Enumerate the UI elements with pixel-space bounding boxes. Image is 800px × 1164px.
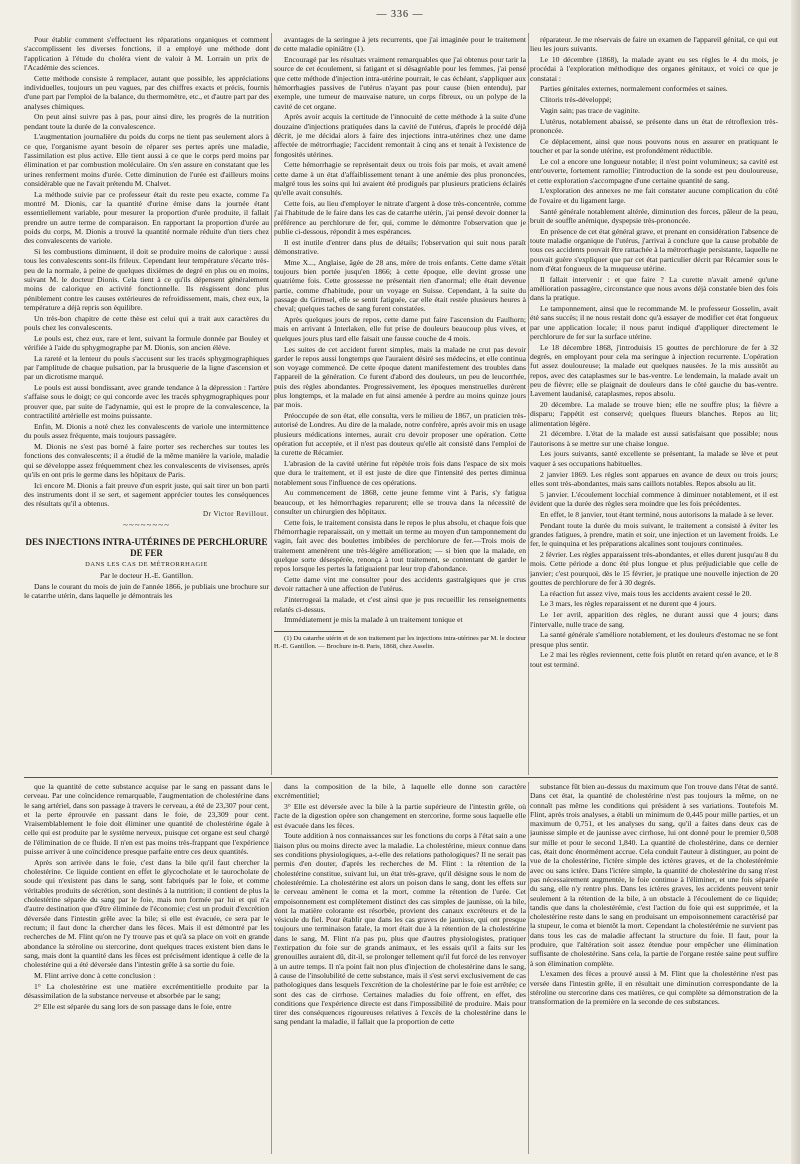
paragraph: Le 18 décembre 1868, j'introduisis 15 gouttes de perchlorure de fer à 32 degrés, en employant pour cela ma seringue à injection recurrente. L'opération fut assez douloureuse; la malade eut quelques nausées. Je la mis aussitôt au repos, avec des cataplasmes sur le bas-ventre. Le lendemain, la malade avait un peu de fièvre; elle se plaignait de douleurs dans le côté gauche du bas-ventre. Lavement laudanisé, cataplasmes, repos absolu. xyxy=(530,342,778,399)
footnote-rule xyxy=(274,631,344,632)
column-rule xyxy=(271,33,272,775)
paragraph: 1° La cholestérine est une matière excrémentitielle produite par la désassimilation de la substance nerveuse et absorbée par le sang; xyxy=(24,981,269,1001)
paragraph: Pour établir comment s'effectuent les réparations organiques et comment s'accomplissent les diverses fonctions, il a employé une méthode dont l'application à l'étude du choléra vient de valoir à M. Lorrain un prix de l'Académie des sciences. xyxy=(24,35,269,72)
paragraph: Immédiatement je mis la malade à un traitement tonique et xyxy=(284,615,463,625)
paragraph: Cette fois, au lieu d'employer le nitrate d'argent à dose très-concentrée, comme j'ai l'habitude de le faire dans les cas de catarrhe utérin, j'ai pensé devoir donner la préférence au perchlorure de fer, qui, comme le démontre l'observation que je publie ci-dessous, répondit à mes espérances. xyxy=(274,199,526,236)
paragraph: que la quantité de cette substance acquise par le sang en passant dans le cerveau. Par une coïncidence remarquable, l'augmentation de cholestérine dans le sang artériel, dans son passage à travers le cerveau, a été de 23,307 pour cent, et la perte éprouvée en passant dans le foie, de 23,309 pour cent. Vraisemblablement le foie doit éliminer une quantité de cholestérine égale à celle qui est produite par le système nerveux, puisque cet organe est seul chargé de l'élimination de ce fluide. Il n'en est pas moins très-frappant que l'expérience puisse arriver à une coïncidence presque parfaite entre ces deux quantités. xyxy=(24,782,269,857)
paragraph: Le pouls est, chez eux, rare et lent, suivant la formule donnée par Bouley et vérifiée à l'aide du sphygmographe par M. Dionis, son ancien élève. xyxy=(24,333,269,352)
paragraph: L'exploration des annexes ne me fait constater aucune complication du côté de l'ovaire et du ligament large. xyxy=(530,186,778,205)
paragraph: Parties génitales externes, normalement conformées et saines. xyxy=(540,84,728,94)
paragraph: Il est inutile d'entrer dans plus de détails; l'observation qui suit nous paraît démonstrative. xyxy=(274,237,526,257)
paragraph: Mme X..., Anglaise, âgée de 28 ans, mère de trois enfants. Cette dame s'était toujours bien portée jusqu'en 1866; à cette époque, elle devint grosse une quatrième fois. Cette grossesse ne présentait rien d'anormal; elle était devenue partie, comme d'habitude, pour un voyage en Suisse. Cependant, à la suite du passage du Grimsel, elle se sentit fatiguée, car elle était restée plusieurs heures à cheval; quelques taches de sang furent constatées. xyxy=(274,257,526,314)
paragraph: Après avoir acquis la certitude de l'innocuité de cette méthode à la suite d'une douzaine d'injections pratiquées dans la cavité de l'utérus, d'après le procédé déjà décrit, je me décidai alors à faire des injections intra-utérines chez une dame affectée de métrorrhagie; l'accident remontait à cinq ans et tenait à l'existence de fongosités utérines. xyxy=(274,112,526,159)
paragraph: Ce déplacement, ainsi que nous pouvons nous en assurer en pratiquant le toucher et par la sonde utérine, est profondément réductible. xyxy=(530,136,778,156)
paragraph: substance fût bien au-dessus du maximum que l'on trouve dans l'état de santé. Dans cet état, la quantité de cholestérine n'est pas toujours la même, on ne connaît pas même les conditions qui président à ses variations. Toutefois M. Flint, après trois analyses, a établi un minimum de 0,445 pour mille parties, et un maximum de 0,751, et les analyses du sang, qu'il a faites dans deux cas de jaunisse simple et de jaunisse avec cirrhose, lui ont donné pour le premier 0,508 sur mille et pour le second 1,840. La quantité de cholestérine, dans ce dernier cas, était donc énormément accrue. Cela conduit l'auteur à distinguer, au point de vue de la cholestérine, l'ictère simple des ictères graves, et de la cholestérémie avec ou sans ictère. Dans l'ictère simple, la quantité de cholestérine du sang n'est pas nécessairement augmentée, le foie continue à l'éliminer, et une fois séparée du sang, elle n'y rentre plus. Dans les ictères graves, les accidents peuvent tenir seulement à la rétention de la bile, à un obstacle à l'écoulement de ce liquide; tandis que dans la cholestérémie, c'est l'action du foie qui est supprimée, et la cholestérine reste dans le sang en produisant un empoisonnement caractérisé par la stupeur, le coma et bientôt la mort. Cependant la cholestérémie ne survient pas dans tous les cas de maladie affectant la structure du foie. Il faut, pour la produire, que l'altération soit assez étendue pour empêcher une élimination suffisante de cholestérine. Sans cela, la partie de l'organe restée saine peut suffire à son élimination complète. xyxy=(530,782,778,968)
paragraph: Un très-bon chapitre de cette thèse est celui qui a trait aux caractères du pouls chez les convalescents. xyxy=(24,313,269,332)
paragraph: On peut ainsi suivre pas à pas, pour ainsi dire, les progrès de la nutrition pendant toute la durée de la convalescence. xyxy=(24,112,269,131)
paragraph: Santé générale notablement altérée, diminution des forces, pâleur de la peau, bruit de souffle anémique, dyspepsie très-prononcée. xyxy=(530,206,778,225)
paragraph: Le tamponnement, ainsi que le recommande M. le professeur Gosselin, avait été sans succès; il ne nous restait donc qu'à essayer de modifier cet état fongueux par une application locale; il nous parut indiqué d'appliquer directement le perchlorure de fer sur la surface utérine. xyxy=(530,304,778,341)
paragraph: Si les combustions diminuent, il doit se produire moins de calorique : aussi tous les convalescents sont-ils frileux. Cependant leur température s'écarte très-peu de la normale, à peine de quelques dixièmes de degré en plus ou en moins, suivant M. le docteur Dionis. Cela tient à ce qu'ils dépensent généralement moins de calorique en activité fonctionnelle. Ils résgissent donc plus péniblement contre les causes extérieures de refroidissement, mais, chez eux, la température a déjà repris son équilibre. xyxy=(24,247,269,312)
paragraph: 5 janvier. L'écoulement locchial commence à diminuer notablement, et il est évident que la durée des règles sera moindre que les fois précédentes. xyxy=(530,489,778,508)
column-top-left xyxy=(24,35,269,773)
paragraph: Il fallait intervenir : et que faire ? La curette n'avait amené qu'une amélioration passagère, circonstance que nous avons déjà constatée bien des fois dans la pratique. xyxy=(530,274,778,303)
paragraph-group xyxy=(24,782,269,1011)
paragraph: En effet, le 8 janvier, tout étant terminé, nous autorisons la malade à se lever. xyxy=(540,509,774,519)
page-edge xyxy=(791,0,800,1164)
paragraph: La méthode suivie par ce professeur était du reste peu exacte, comme l'a montré M. Dionis, car la quantité d'urine émise dans la journée étant essentiellement variable, pour mesurer la proportion d'urée produite, il fallait prendre un autre terme de comparaison. En rapportant la proportion d'urée au poids du corps, M. Dionis a trouvé la quantité normale réduite d'un tiers chez des convalescents de variole. xyxy=(24,189,269,246)
section-divider xyxy=(24,777,778,778)
paragraph: M. Flint arrive donc à cette conclusion : xyxy=(34,970,156,980)
ornament: ~~~~~~~~ xyxy=(123,520,170,531)
paragraph: M. Dionis ne s'est pas borné à faire porter ses recherches sur toutes les fonctions des convalescents; il a étudié de la même manière la variole, maladie qui se développe assez fréquemment chez les convalescents de vivisenses, après qu'ils en ont pris le germe dans les hôpitaux de Paris. xyxy=(24,441,269,479)
paragraph: 2 janvier 1869. Les règles sont apparues en avance de deux ou trois jours; elles sont très-abondantes, mais sans caillots notables. Repos absolu au lit. xyxy=(530,469,778,488)
signature: Dr Victor Revillout. xyxy=(202,510,269,519)
column-bottom-right xyxy=(530,782,778,1152)
paragraph: Au commencement de 1868, cette jeune femme vint à Paris, s'y fatigua beaucoup, et les hémorrhagies reparurent; elle se trouva dans la nécessité de consulter un chirurgien des hôpitaux. xyxy=(274,488,526,517)
paragraph: La rareté et la lenteur du pouls s'accusent sur les tracés sphygmographiques par l'amplitude de chaque pulsation, par la brusquerie de la ligne d'ascension et par un dicrotisme marqué. xyxy=(24,353,269,382)
paragraph: Clitoris très-développé; xyxy=(540,95,612,105)
paragraph-group xyxy=(24,35,269,509)
paragraph: En présence de cet état général grave, et prenant en considération l'absence de toute maladie organique de l'utérus, j'arrivai à conclure que la cause probable de tous ces accidents pouvait être rattachée à la métrorrhagie persistante, laquelle ne pouvait guère s'expliquer que par cet état particulier décrit par Récamier sous le nom d'état fongueux de la muqueuse utérine. xyxy=(530,226,778,273)
paragraph: Les jours suivants, santé excellente se présentant, la malade se lève et peut vaquer à ses occupations habituelles. xyxy=(530,449,778,468)
paragraph: Après son arrivée dans le foie, c'est dans la bile qu'il faut chercher la cholestérine. Ce liquide contient en effet le glycocholate et le taurocholate de soude qui n'existent pas dans le sang, sont fabriqués par le foie, et comme véritables produits de sécrétion, sont destinés à la nutrition; il contient de plus la cholestérine séparée du sang par le foie, mais non formée par lui et qui n'a d'autre destination que d'être éliminée de l'économie; c'est un produit d'excrétion déversée dans l'intestin grêle avec la bile; si elle est évacuée, ce sera par le rectum; il faut donc la chercher dans les fèces. Mais il est démontré par les recherches de M. Flint qu'on ne l'y trouve pas et qu'à sa place on voit en grande abondance la stéroline ou stercorine, dont quelques traces existent bien dans le sang, mais dont la quantité dans les fèces est précisément identique à celle de la cholestérine qui a été déversée dans l'intestin grêle à sa sortie du foie. xyxy=(24,857,269,970)
column-rule xyxy=(271,782,272,1154)
paragraph: J'interrogeai la malade, et c'est ainsi que je pus recueillir les renseignements relatés ci-dessus. xyxy=(274,595,526,614)
article-title: DES INJECTIONS INTRA-UTÉRINES DE PERCHLORURE DE FER xyxy=(25,536,268,558)
column-bottom-left xyxy=(24,782,269,1152)
paragraph: 2 février. Les règles apparaissent très-abondantes, et elles durent jusqu'au 8 du mois. Cette période a donc été plus longue et plus préjudiciable que celle de janvier; c'est pourquoi, dès le 15 février, je pratique une nouvelle injection de 20 gouttes de perchlorure de fer à 30 degrés. xyxy=(530,549,778,587)
paragraph: Cette dame vint me consulter pour des accidents gastralgiques que je crus devoir rattacher à une affection de l'utérus. xyxy=(274,575,526,594)
paragraph: avantages de la seringue à jets recurrents, que j'ai imaginée pour le traitement de cette maladie opiniâtre (1). xyxy=(274,35,526,54)
paragraph: réparateur. Je me réservais de faire un examen de l'appareil génital, ce qui eut lieu les jours suivants. xyxy=(530,35,778,54)
footnote: (1) Du catarrhe utérin et de son traitement par les injections intra-utérines par M. le docteur H.-E. Gantillon. — Brochure in-8. Paris, 1868, chez Asselin. xyxy=(274,634,526,650)
paragraph: 20 décembre. La malade se trouve bien; elle ne souffre plus; la fièvre a disparu; l'appétit est conservé; quelques flueurs blanches. Repos au lit; alimentation légère. xyxy=(530,399,778,428)
paragraph-group xyxy=(274,782,526,1027)
paragraph: La réaction fut assez vive, mais tous les accidents avaient cessé le 20. xyxy=(540,588,752,598)
paragraph: La santé générale s'améliore notablement, et les douleurs d'estomac ne se font presque plus sentir. xyxy=(530,630,778,649)
paragraph: Encouragé par les résultats vraiment remarquables que j'ai obtenus pour tarir la source de cet écoulement, si fatigant et si désagréable pour les femmes, j'ai pensé que cette méthode d'injection intra-utérine pourrait, le cas échéant, s'appliquer aux hémorrhagies passives de l'utérus n'ayant pas pour cause (bien entendu), par exemple, une tumeur de mauvaise nature, un corps fibreux, ou un polype de la cavité de cet organe. xyxy=(274,55,526,111)
paragraph: 3° Elle est déversée avec la bile à la partie supérieure de l'intestin grêle, où l'acte de la digestion opère son changement en stercorine, forme sous laquelle elle est évacuée dans les fèces. xyxy=(274,802,526,830)
paragraph: L'utérus, notablement abaissé, se présente dans un état de rétroflexion très-prononcée. xyxy=(530,116,778,136)
paragraph: 21 décembre. L'état de la malade est aussi satisfaisant que possible; nous l'autorisons à se mettre sur une chaise longue. xyxy=(530,429,778,448)
paragraph: L'abrasion de la cavité utérine fut répétée trois fois dans l'espace de six mois que dura le traitement, et il est juste de dire que l'intensité des pertes diminua notablement sous l'influence de ces opérations. xyxy=(274,459,526,487)
paragraph: Le 1er avril, apparition des règles, ne durant aussi que 4 jours; dans l'intervalle, nulle trace de sang. xyxy=(530,610,778,629)
paragraph: Préoccupée de son état, elle consulta, vers le milieu de 1867, un praticien très-autorisé de Londres. Au dire de la malade, notre confrère, après avoir mis en usage plusieurs médications internes, aurait cru devoir proposer une opération. Cette opération fut acceptée, et il n'est pas douteux qu'elle ait consisté dans l'emploi de la curette de Récamier. xyxy=(274,411,526,458)
column-rule xyxy=(528,33,529,775)
paragraph: Pendant toute la durée du mois suivant, le traitement a consisté à éviter les grandes fatigues, à prendre, matin et soir, une injection et un lavement froids. Le fer, le quinquina et les préparations alcalines sont toujours continuées. xyxy=(530,520,778,549)
paragraph: Le pouls est aussi bondissant, avec grande tendance à la dépression : l'artère s'affaise sous le doigt; ce qui concorde avec les tracés sphygmographiques pour prouver que, par suite de l'adynamie, qui est le propre de la convalescence, la contractilité artérielle est moins puissante. xyxy=(24,383,269,421)
paragraph: 2° Elle est séparée du sang lors de son passage dans le foie, entre xyxy=(34,1001,232,1011)
paragraph: Cette hémorrhagie se représentait deux ou trois fois par mois, et avait amené cette dame à un état d'affaiblissement tenant à une anémie des plus prononcées, malgré tous les soins qui lui avaient été prodigués par plusieurs praticiens éclairés qu'elle avait consultés. xyxy=(274,160,526,198)
paragraph: Ici encore M. Dionis a fait preuve d'un esprit juste, qui sait tirer un bon parti des instruments dont il se sert, et sagement apprécier toutes les conséquences des résultats qu'il a obtenus. xyxy=(24,480,269,509)
article-author: Par le docteur H.-E. Gantillon. xyxy=(100,570,193,580)
article-subtitle: DANS LES CAS DE MÉTRORRHAGIE xyxy=(85,561,208,569)
paragraph: Enfin, M. Dionis a noté chez les convalescents de variole une intermittence du pouls assez fréquente, mais toujours passagère. xyxy=(24,421,269,441)
column-bottom-middle xyxy=(274,782,526,1152)
paragraph: dans la composition de la bile, à laquelle elle donne son caractère excrémentitiel; xyxy=(274,782,526,801)
paragraph: L'examen des fèces a prouvé aussi à M. Flint que la cholestérine n'est pas versée dans l'intestin grêle, il en résultait une diminution correspondante de la stéroline ou stercorine dans ces matières, ce qui complète sa démonstration de la transformation de la première en la seconde de ces substances. xyxy=(530,969,778,1007)
paragraph: Les suites de cet accident furent simples, mais la malade ne crut pas devoir garder le repos aussi longtemps que l'auraient désiré ses médecins, et elle continua son voyage commencé. De cette époque datent manifestement des troubles dans l'appareil de la génération. Ce furent d'abord des douleurs, un peu de leucorrhée, puis des règles abondantes. Progressivement, les époques menstruelles durèrent plus longtemps, et la malade en fut ainsi amenée à perdre au moins quinze jours par mois. xyxy=(274,344,526,410)
paragraph: Toute addition à nos connaissances sur les fonctions du corps à l'état sain a une liaison plus ou moins directe avec la maladie. La cholestérine, mieux connue dans ses conditions physiologiques, a-t-elle des relations pathologiques? Il ne serait pas permis d'en douter, d'après les recherches de M. Flint : la rétention de la cholestérine constitue, suivant lui, un état très-grave, qu'il désigne sous le nom de cholestérémie. La cholestérine est alors un poison dans le sang, dont les effets sur le cerveau amènent le coma et la mort, comme la rétention de l'urée. Cet empoisonnement est complètement distinct des cas simples de jaunisse, où la bile, dont la matière colorante est résorbée, provient des canaux excréteurs et de la vésicule du fiel. Pour établir que dans les cas graves de jaunisse, qui ont presque toujours une terminaison fatale, la mort était due à la rétention de la cholestérine dans le sang, M. Flint n'a pas pu, plus que d'autres physiologistes, pratiquer l'extirpation du foie sur de grands animaux, et les essais qu'il a faits sur les grenouilles auraient dû, dit-il, se prolonger tellement qu'il fut forcé de les renvoyer à un autre temps. Il n'a point fait non plus d'injection de cholestérine dans le sang, à cause de l'insolubilité de cette substance, mais il s'est servi exclusivement de cas pathologiques dans lesquels l'excrétion de la cholestérine par le foie est arrêtée; ce sont des cas de cirrhose. Certaines maladies du foie offrent, en effet, des conditions que l'expérience directe est dans l'impossibilité de produire. Mais pour tirer des conséquences rigoureuses relatives à l'excès de la cholestérine dans le sang pendant la maladie, il fallait que la proportion de cette xyxy=(274,831,526,1027)
page-number: — 336 — xyxy=(376,9,424,20)
paragraph-group xyxy=(274,35,526,625)
paragraph: Vagin sain; pas trace de vaginite. xyxy=(540,106,640,116)
paragraph: L'augmentation journalière du poids du corps ne tient pas seulement alors à ce que, l'organisme ayant besoin de réparer ses pertes après une maladie, l'assimilation est plus active. Elle tient aussi à ce que le corps perd moins par élimination et par combustion moléculaire. On s'en assure en constatant que les urines renferment moins d'urée. Cette diminution de l'urée est d'ailleurs moins considérable que ne l'avait prétendu M. Chalvet. xyxy=(24,132,269,188)
paragraph: Le 10 décembre (1868), la malade ayant eu ses règles le 4 du mois, je procédai à l'exploration méthodique des organes génitaux, et voici ce que je constatai : xyxy=(530,55,778,83)
paragraph-group xyxy=(530,782,778,1007)
paragraph: Le 2 mai les règles reviennent, cette fois plutôt en retard qu'en avance, et le 8 tout est terminé. xyxy=(530,650,778,669)
paragraph: Après quelques jours de repos, cette dame put faire l'ascension du Faulhorn; mais en arrivant à Interlaken, elle fut prise de douleurs beaucoup plus vives, et quelques jours plus tard elle faisait une fausse couche de 4 mois. xyxy=(274,315,526,343)
paragraph: Cette méthode consiste à remplacer, autant que possible, les appréciations individuelles, toujours un peu vagues, par des chiffres exacts et précis, fournis d'une part par l'emploi de la balance, du thermomètre, etc., et d'autre part par des analyses chimiques. xyxy=(24,73,269,111)
paragraph: Le col a encore une longueur notable; il n'est point volumineux; sa cavité est entr'ouverte, fortement ramollie; l'introduction de la sonde est peu douloureuse, et cette exploration s'accompagne d'une certaine quantité de sang. xyxy=(530,157,778,185)
column-top-middle xyxy=(274,35,526,773)
article-intro: Dans le courant du mois de juin de l'année 1866, je publiais une brochure sur le catarrhe utérin, dans laquelle je démontrais les xyxy=(24,581,269,601)
paragraph-group xyxy=(530,35,778,669)
paragraph: Le 3 mars, les règles reparaissent et ne durent que 4 jours. xyxy=(540,599,717,609)
column-top-right xyxy=(530,35,778,773)
paragraph: Cette fois, le traitement consista dans le repos le plus absolu, et chaque fois que l'hémorrhagie reparaissait, on y mettait un terme au moyen d'un tamponnement du vagin, fait avec des boulettes imbibées de perchlorure de fer.—Trois mois de traitement amenèrent une très-légère amélioration; — si bien que la malade, en quelque sorte désespérée, renonça à tout traitement, se contentant de garder le repos lorsque les pertes la fatiguaient par leur trop d'abondance. xyxy=(274,517,526,574)
column-rule xyxy=(528,782,529,1154)
